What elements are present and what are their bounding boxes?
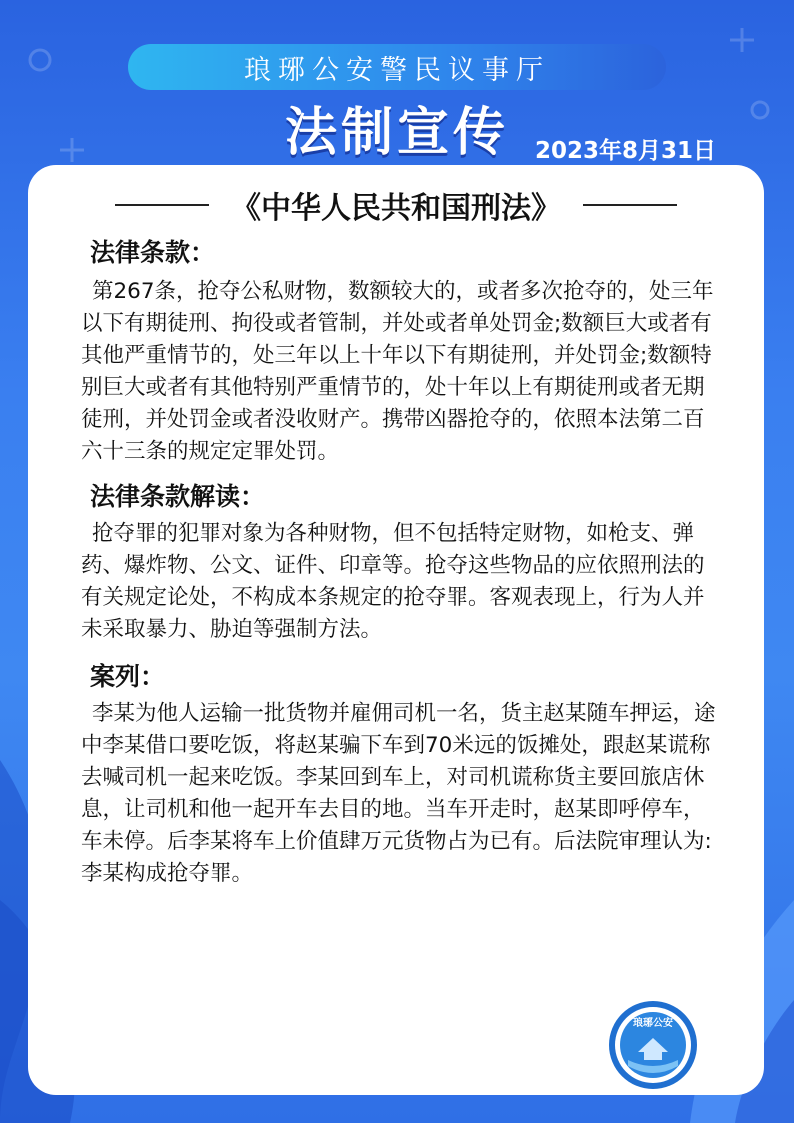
divider-left <box>115 204 209 206</box>
police-emblem-icon <box>608 1000 698 1090</box>
section-body-provision: 第267条，抢夺公私财物，数额较大的，或者多次抢夺的，处三年以下有期徒刑、拘役或者管制，并处或者单处罚金;数额巨大或者有其他严重情节的，处三年以上十年以下有期徒刑，并处罚金;数额特别巨大或者有其他特别严重情节的，处十年以上有期徒刑或者无期徒刑，并处罚金或者没收财产。携带凶器抢夺的，依照本法第二百六十三条的规定定罪处罚。 <box>81 279 714 464</box>
date-label: 2023年8月31日 <box>534 138 716 164</box>
section-body-interpretation: 抢夺罪的犯罪对象为各种财物，但不包括特定财物，如枪支、弹药、爆炸物、公文、证件、印章等。抢夺这些物品的应依照刑法的有关规定论处，不构成本条规定的抢夺罪。客观表现上，行为人并未采取暴力、胁迫等强制方法。 <box>81 521 705 642</box>
badge-text: 琅琊公安 <box>633 1018 673 1029</box>
section-heading-interpretation: 法律条款解读： <box>90 482 266 511</box>
banner-text: 琅琊公安警民议事厅 <box>244 54 550 86</box>
section-body-case: 李某为他人运输一批货物并雇佣司机一名，货主赵某随车押运，途中李某借口要吃饭，将赵某骗下车到70米远的饭摊处，跟赵某谎称去喊司机一起来吃饭。李某回到车上，对司机谎称货主要回旅店休息，让司机和他一起开车去目的地。当车开走时，赵某即呼停车，车未停。后李某将车上价值肆万元货物占为已有。后法院审理认为:李某构成抢夺罪。 <box>81 701 716 886</box>
banner <box>128 44 666 90</box>
page-title: 法制宣传 <box>284 103 509 163</box>
section-heading-provision: 法律条款： <box>90 238 216 267</box>
divider-right <box>583 204 677 206</box>
law-title-row <box>28 183 764 227</box>
section-heading-case: 案列： <box>90 662 166 691</box>
law-title: 《中华人民共和国刑法》 <box>231 191 561 226</box>
content-card <box>28 165 764 1095</box>
